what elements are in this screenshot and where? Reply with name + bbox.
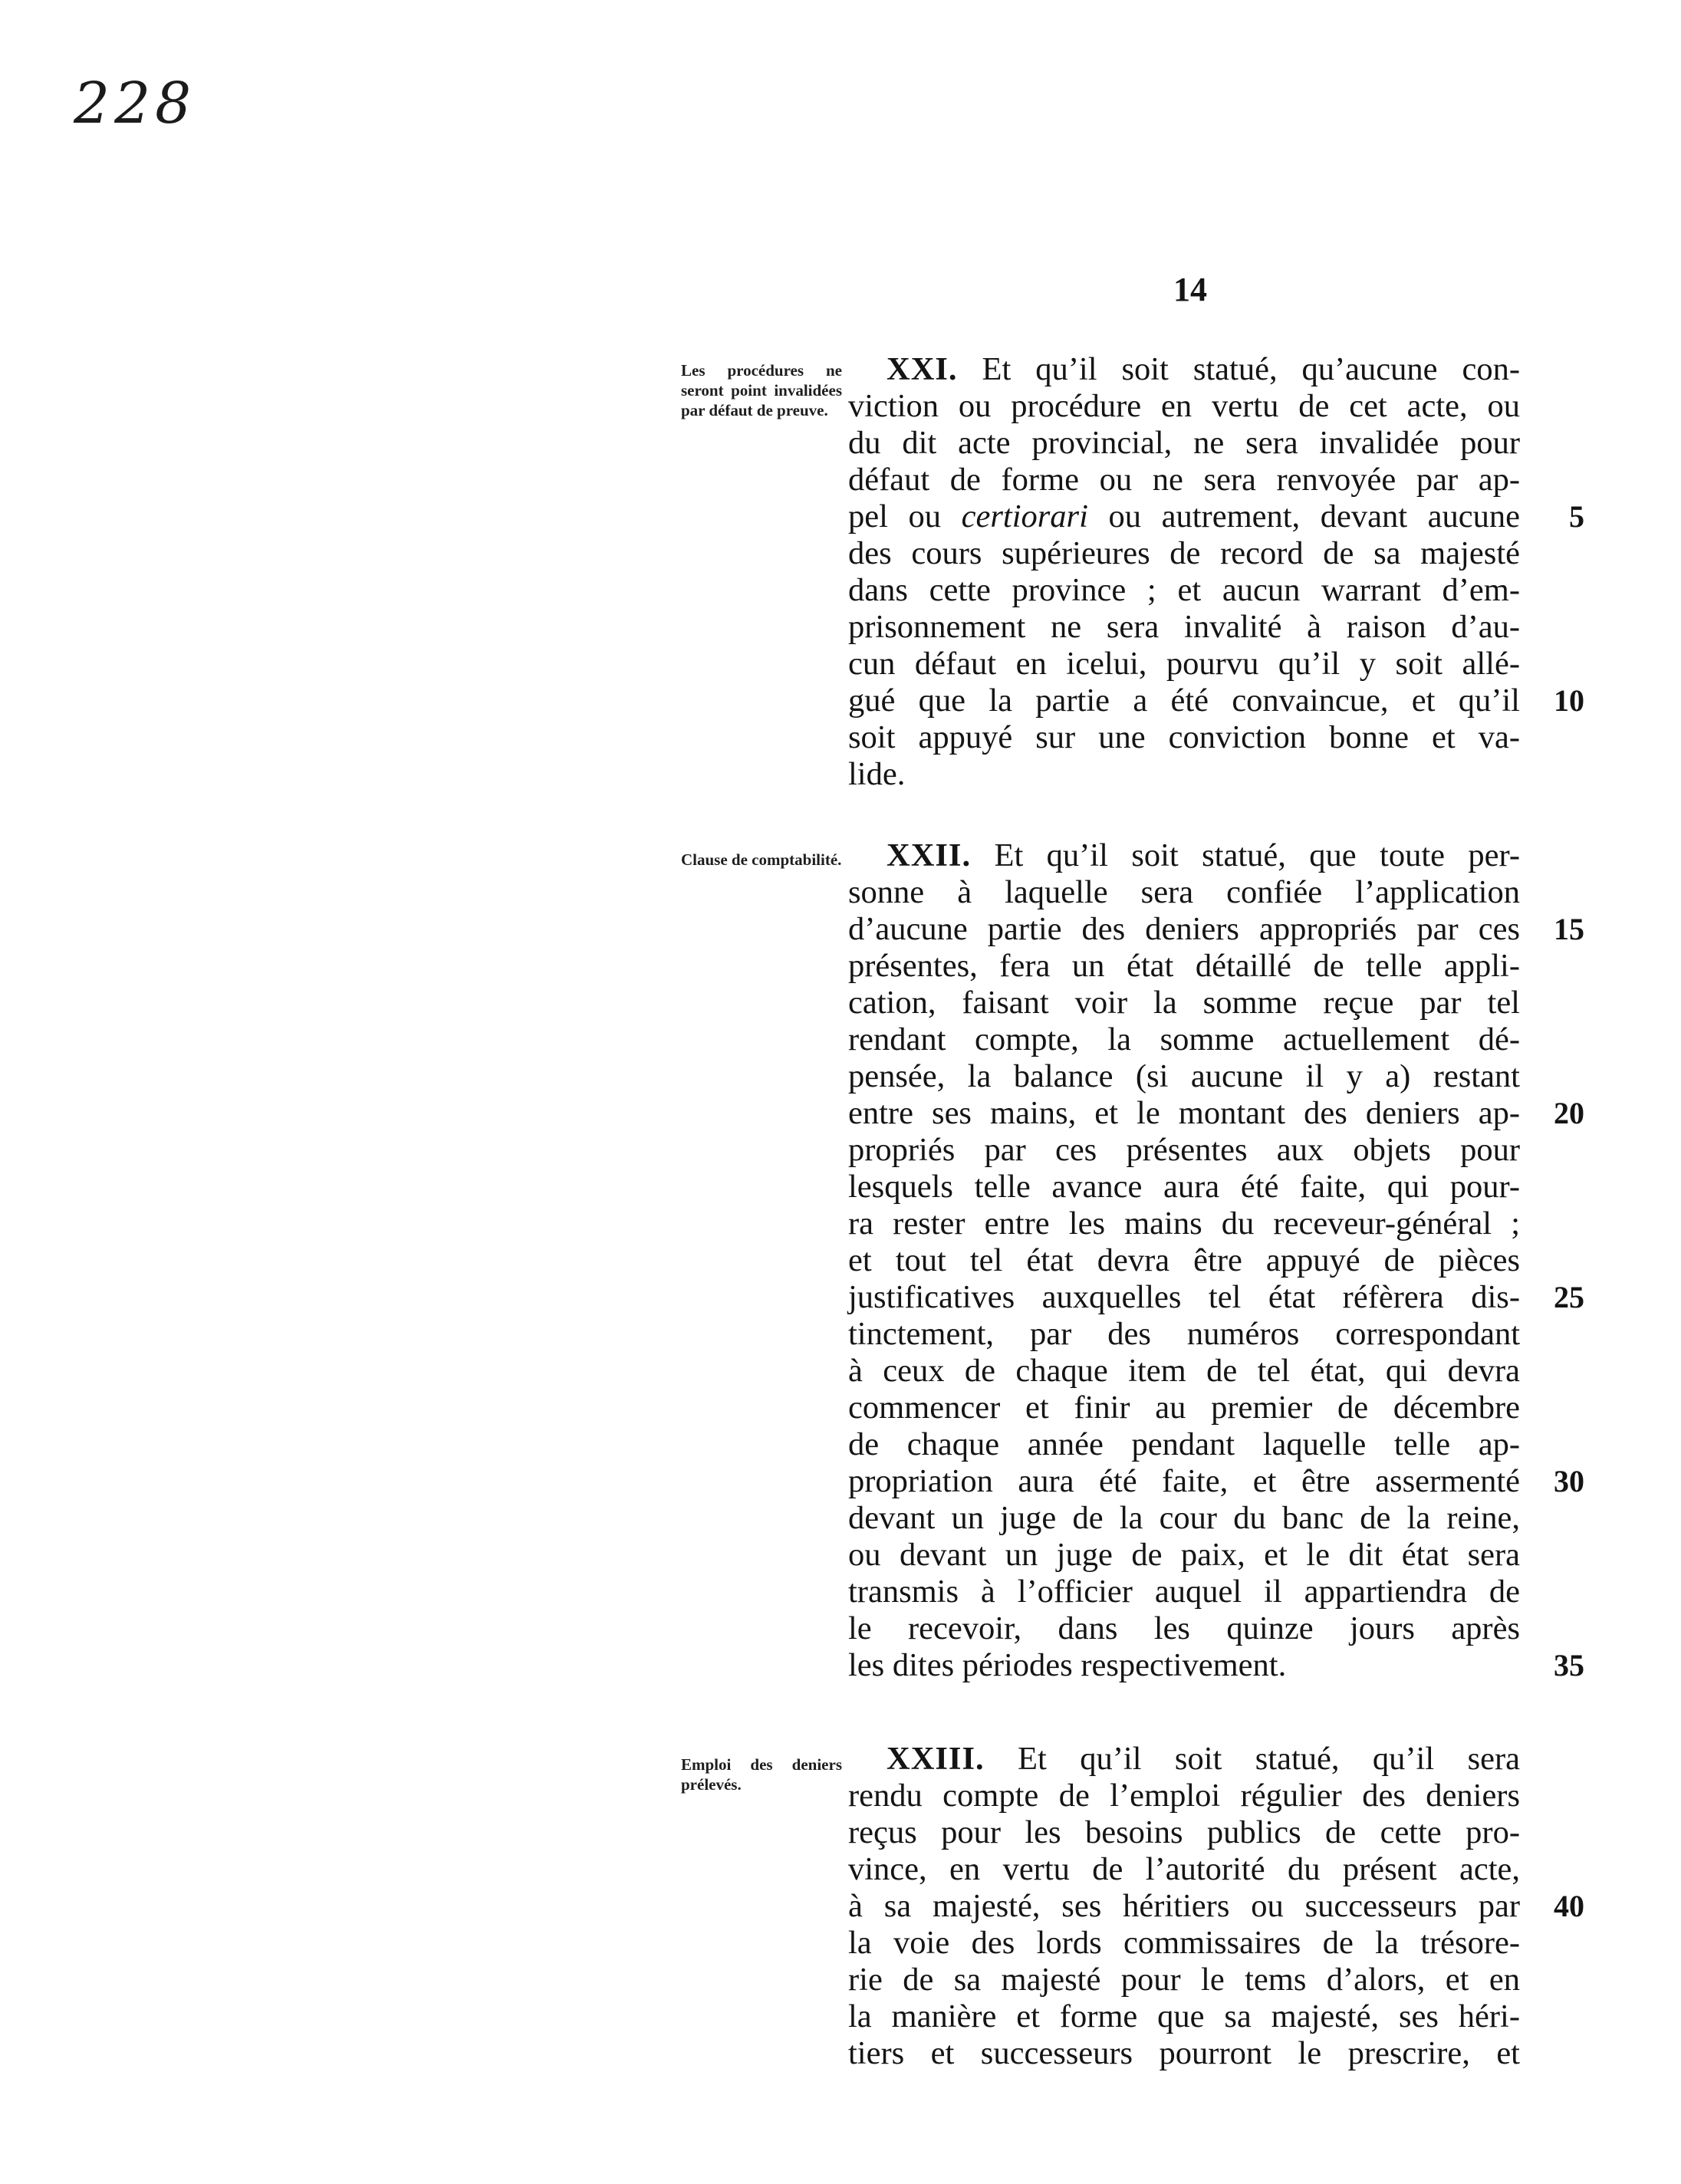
- text-line: transmis à l’officier auquel il appartiendra de: [848, 1574, 1520, 1610]
- text-line: défaut de forme ou ne sera renvoyée par ap-: [848, 462, 1520, 498]
- text-line: des cours supérieures de record de sa majesté: [848, 535, 1520, 571]
- margin-note: Les procédures ne seront point invalidées par défaut de preuve.: [681, 361, 842, 419]
- text-line: reçus pour les besoins publics de cette pro-: [848, 1814, 1520, 1850]
- text-line: propriés par ces présentes aux objets pour: [848, 1132, 1520, 1168]
- text-line: les dites périodes respectivement.: [848, 1647, 1287, 1683]
- text-line: rie de sa majesté pour le tems d’alors, et en: [848, 1962, 1520, 1998]
- text-line: cation, faisant voir la somme reçue par tel: [848, 985, 1520, 1021]
- text-line: le recevoir, dans les quinze jours après: [848, 1610, 1520, 1646]
- text-line: soit appuyé sur une conviction bonne et va-: [848, 719, 1520, 755]
- text-line: vince, en vertu de l’autorité du présent acte,: [848, 1851, 1520, 1887]
- line-number: 30: [1554, 1464, 1584, 1498]
- text-line: XXIII. Et qu’il soit statué, qu’il sera: [887, 1741, 1520, 1777]
- text-line: devant un juge de la cour du banc de la reine,: [848, 1500, 1520, 1536]
- text-line: pel ou certiorari ou autrement, devant aucune: [848, 498, 1521, 534]
- text-line: prisonnement ne sera invalité à raison d’au-: [848, 609, 1520, 645]
- line-number: 35: [1554, 1648, 1584, 1682]
- line-number: 5: [1569, 499, 1584, 534]
- line-number: 25: [1554, 1280, 1584, 1314]
- text-line: lide.: [848, 756, 906, 792]
- text-line: XXI. Et qu’il soit statué, qu’aucune con-: [887, 351, 1520, 387]
- text-line: et tout tel état devra être appuyé de pièces: [848, 1242, 1520, 1278]
- text-line: à ceux de chaque item de tel état, qui devra: [848, 1353, 1520, 1389]
- text-line: la manière et forme que sa majesté, ses héri-: [848, 1998, 1520, 2034]
- line-number: 10: [1554, 683, 1584, 718]
- text-line: entre ses mains, et le montant des deniers ap-: [848, 1095, 1520, 1131]
- line-number: 20: [1554, 1096, 1584, 1130]
- line-number: 15: [1554, 912, 1584, 946]
- text-line: la voie des lords commissaires de la trésore-: [848, 1925, 1520, 1961]
- text-line: XXII. Et qu’il soit statué, que toute per-: [887, 837, 1520, 873]
- text-line: viction ou procédure en vertu de cet acte, ou: [848, 388, 1520, 424]
- handwritten-folio-number: 228: [74, 71, 196, 136]
- text-line: commencer et finir au premier de décembre: [848, 1390, 1520, 1426]
- text-line: gué que la partie a été convaincue, et qu’il: [848, 682, 1520, 719]
- text-line: lesquels telle avance aura été faite, qui pour-: [848, 1169, 1520, 1205]
- margin-note: Clause de comptabilité.: [681, 850, 842, 869]
- text-line: rendu compte de l’emploi régulier des deniers: [848, 1778, 1520, 1814]
- text-line: tinctement, par des numéros correspondant: [848, 1316, 1520, 1352]
- text-line: dans cette province ; et aucun warrant d’em-: [848, 572, 1520, 608]
- text-line: de chaque année pendant laquelle telle ap-: [848, 1426, 1520, 1462]
- text-line: propriation aura été faite, et être assermenté: [848, 1463, 1520, 1499]
- text-line: ra rester entre les mains du receveur-général ;: [848, 1205, 1520, 1242]
- text-line: rendant compte, la somme actuellement dé-: [848, 1021, 1520, 1057]
- text-line: tiers et successeurs pourront le prescrire, et: [848, 2035, 1520, 2071]
- text-line: du dit acte provincial, ne sera invalidée pour: [848, 425, 1520, 461]
- text-line: justificatives auxquelles tel état réfèrera dis-: [848, 1279, 1520, 1315]
- text-line: d’aucune partie des deniers appropriés par ces: [848, 911, 1520, 947]
- text-line: ou devant un juge de paix, et le dit état sera: [848, 1537, 1520, 1573]
- text-line: cun défaut en icelui, pourvu qu’il y soit allé-: [848, 646, 1520, 682]
- text-line: sonne à laquelle sera confiée l’application: [848, 874, 1520, 910]
- line-number: 40: [1554, 1889, 1584, 1923]
- text-line: présentes, fera un état détaillé de telle appli-: [848, 948, 1520, 984]
- page-number: 14: [1173, 271, 1207, 308]
- margin-note: Emploi des deniers prélevés.: [681, 1755, 842, 1794]
- text-line: pensée, la balance (si aucune il y a) restant: [848, 1058, 1520, 1094]
- text-line: à sa majesté, ses héritiers ou successeurs par: [848, 1888, 1520, 1924]
